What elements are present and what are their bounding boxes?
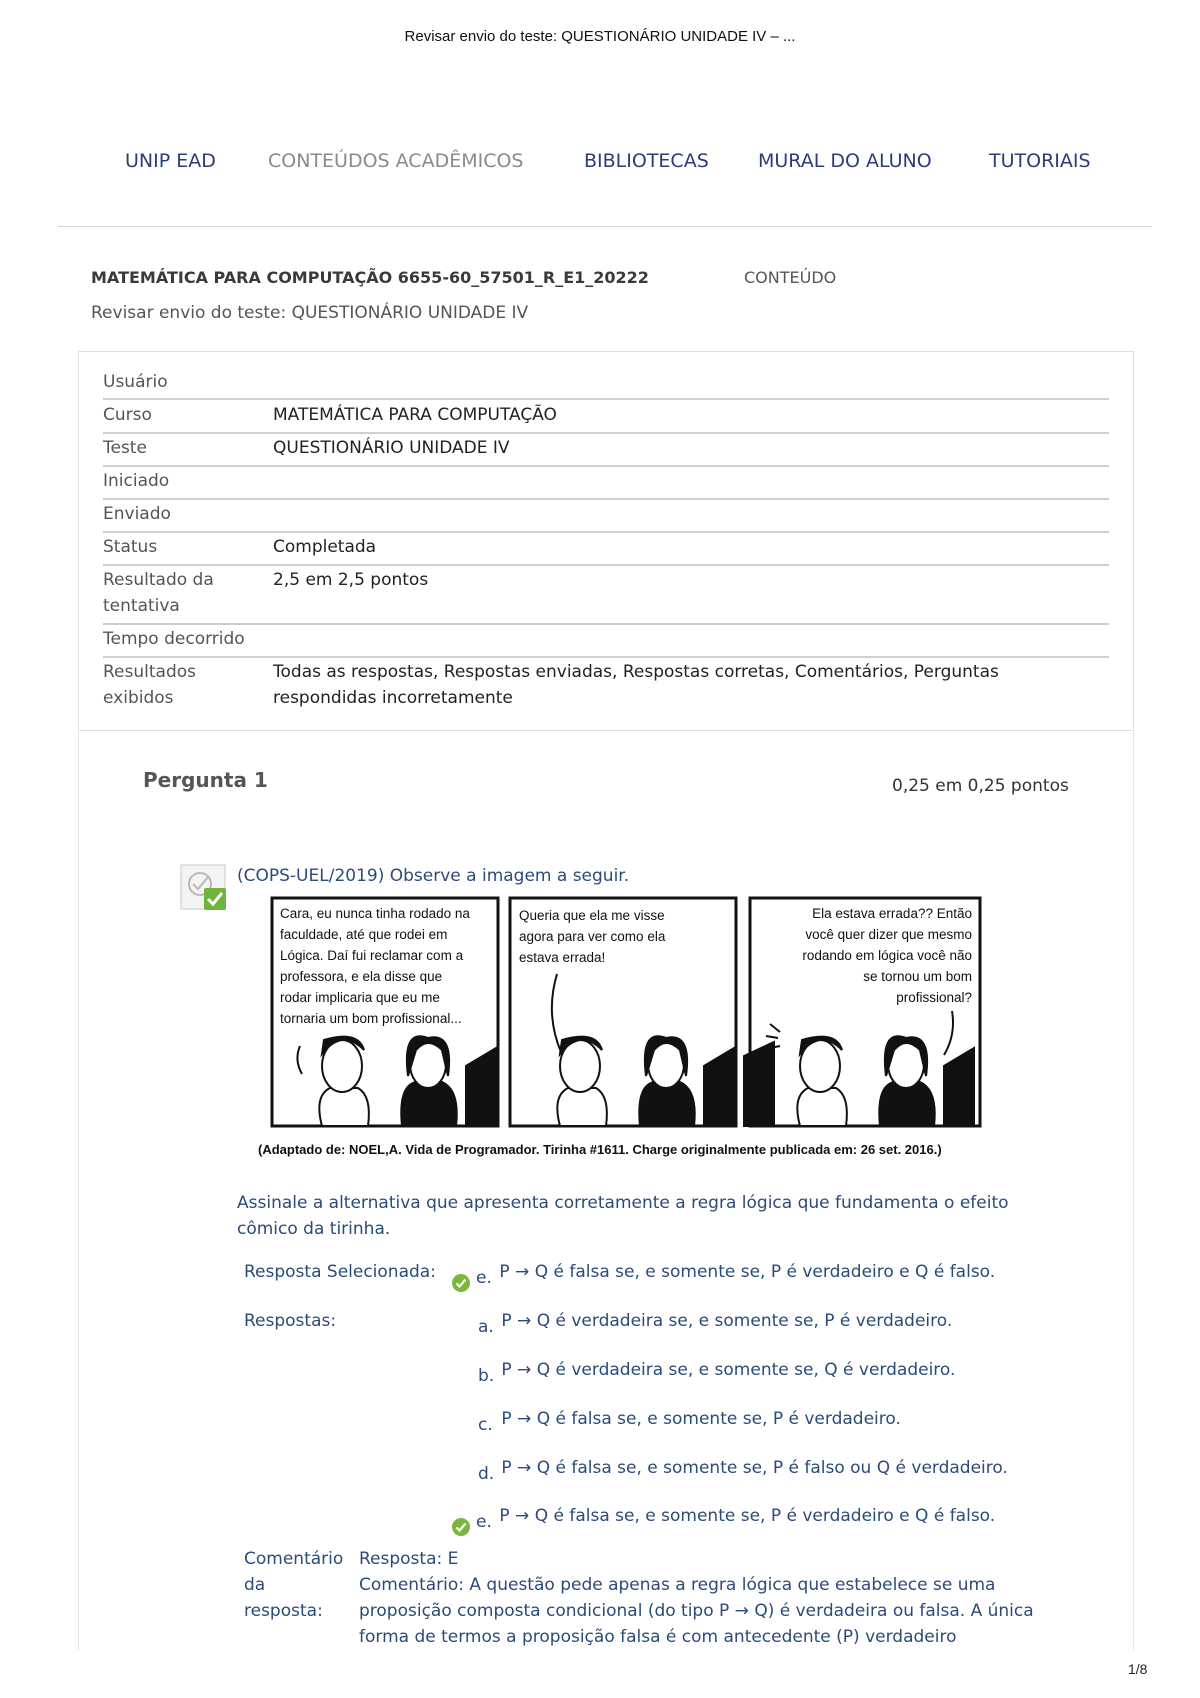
comment-answer: Resposta: E: [359, 1549, 459, 1569]
answers-label: Respostas:: [244, 1311, 337, 1331]
answer-option-a: [478, 1311, 953, 1337]
info-row-tempo: [103, 626, 1109, 658]
info-label: Tempo decorrido: [103, 629, 245, 649]
attempt-info-table: [78, 351, 1134, 731]
answer-letter: e.: [476, 1268, 492, 1288]
comic-panel3-line: você quer dizer que mesmo: [805, 927, 972, 942]
comment-body: [359, 1546, 1039, 1650]
question-title: Pergunta 1: [143, 768, 268, 792]
comment-text: Comentário: A questão pede apenas a regra lógica que estabelece se uma proposição composta condicional (do tipo P → Q) é verdadeira ou falsa. A única forma de termos a proposição falsa é com antecedente (P) verdadeiro: [359, 1575, 1034, 1647]
correct-check-icon: [452, 1274, 470, 1292]
answer-text: P → Q é falsa se, e somente se, P é verdadeiro e Q é falso.: [499, 1262, 996, 1282]
correct-check-icon: [452, 1518, 470, 1536]
answer-option-b: [478, 1360, 956, 1386]
info-row-usuario: [103, 369, 1109, 400]
answer-text: P → Q é falsa se, e somente se, P é verdadeiro.: [501, 1409, 901, 1429]
info-label: Status: [103, 537, 158, 557]
nav-conteudos-academicos[interactable]: CONTEÚDOS ACADÊMICOS: [268, 150, 524, 172]
comic-panel2-line: agora para ver como ela: [519, 929, 666, 944]
info-label: Resultados exibidos: [103, 662, 196, 708]
nav-divider: [58, 226, 1152, 227]
info-row-curso: [103, 402, 1109, 434]
conteudo-link[interactable]: CONTEÚDO: [744, 268, 837, 287]
nav-mural-do-aluno[interactable]: MURAL DO ALUNO: [758, 150, 932, 172]
comic-panel3-line: rodando em lógica você não: [802, 948, 972, 963]
info-row-iniciado: [103, 468, 1109, 500]
comic-panel1-line: Cara, eu nunca tinha rodado na: [280, 906, 470, 921]
selected-answer-label: Resposta Selecionada:: [244, 1262, 436, 1282]
question-intro: (COPS-UEL/2019) Observe a imagem a seguir.: [237, 866, 630, 886]
print-header: Revisar envio do teste: QUESTIONÁRIO UNIDADE IV – ...: [404, 28, 796, 45]
info-label: Usuário: [103, 372, 168, 392]
answer-text: P → Q é falsa se, e somente se, P é verdadeiro e Q é falso.: [499, 1506, 996, 1526]
answer-text: P → Q é verdadeira se, e somente se, P é verdadeiro.: [501, 1311, 953, 1331]
nav-unip-ead[interactable]: UNIP EAD: [125, 150, 216, 172]
comic-strip-image: [252, 896, 1002, 1160]
comic-panel2-line: Queria que ela me visse: [519, 908, 665, 923]
comment-label: Comentário da resposta:: [244, 1549, 344, 1621]
question-points: 0,25 em 0,25 pontos: [892, 776, 1069, 796]
comic-caption: (Adaptado de: NOEL,A. Vida de Programador. Tirinha #1611. Charge originalmente publicada em: 26 set. 2016.): [258, 1142, 942, 1157]
answer-option-d: [478, 1458, 1008, 1484]
comic-panel3-line: se tornou um bom: [863, 969, 972, 984]
info-label: Enviado: [103, 504, 171, 524]
answer-letter: e.: [476, 1512, 492, 1532]
nav-tutoriais[interactable]: TUTORIAIS: [989, 150, 1091, 172]
answer-letter: d.: [478, 1464, 495, 1484]
comic-panel3-line: profissional?: [896, 990, 972, 1005]
info-value: QUESTIONÁRIO UNIDADE IV: [273, 438, 510, 458]
info-row-status: [103, 534, 1109, 566]
comic-panel1-line: rodar implicaria que eu me: [280, 990, 440, 1005]
comic-panel1-line: professora, e ela disse que: [280, 969, 443, 984]
question-prompt: Assinale a alternativa que apresenta corretamente a regra lógica que fundamenta o efeito cômico da tirinha.: [237, 1193, 1009, 1239]
info-label: Resultado da tentativa: [103, 570, 214, 616]
info-row-teste: [103, 435, 1109, 467]
info-label: Iniciado: [103, 471, 170, 491]
page-number: 1/8: [1128, 1661, 1148, 1677]
answer-text: P → Q é verdadeira se, e somente se, Q é verdadeiro.: [501, 1360, 956, 1380]
answer-letter: a.: [478, 1317, 494, 1337]
answer-option-c: [478, 1409, 901, 1435]
answer-letter: b.: [478, 1366, 495, 1386]
answer-letter: c.: [478, 1415, 493, 1435]
info-value: 2,5 em 2,5 pontos: [273, 570, 429, 590]
breadcrumb: Revisar envio do teste: QUESTIONÁRIO UNIDADE IV: [91, 303, 529, 323]
nav-bibliotecas[interactable]: BIBLIOTECAS: [584, 150, 709, 172]
course-title[interactable]: MATEMÁTICA PARA COMPUTAÇÃO 6655-60_57501_R_E1_20222: [91, 268, 649, 287]
info-row-exibidos: [103, 659, 1109, 719]
info-row-resultado: [103, 567, 1109, 625]
info-value: Completada: [273, 537, 377, 557]
info-row-enviado: [103, 501, 1109, 533]
comic-panel3-line: Ela estava errada?? Então: [812, 906, 972, 921]
comic-panel2-line: estava errada!: [519, 950, 606, 965]
info-label: Curso: [103, 405, 152, 425]
selected-answer: [476, 1262, 996, 1288]
answer-option-e: [476, 1506, 996, 1532]
info-value: Todas as respostas, Respostas enviadas, Respostas corretas, Comentários, Perguntas respondidas incorretamente: [273, 662, 999, 708]
info-label: Teste: [103, 438, 147, 458]
comic-panel1-line: faculdade, até que rodei em: [280, 927, 448, 942]
correct-answer-icon: [180, 864, 228, 912]
answer-text: P → Q é falsa se, e somente se, P é falso ou Q é verdadeiro.: [501, 1458, 1008, 1478]
info-value: MATEMÁTICA PARA COMPUTAÇÃO: [273, 405, 557, 425]
comic-panel1-line: Lógica. Daí fui reclamar com a: [280, 948, 464, 963]
comic-panel1-line: tornaria um bom profissional...: [280, 1011, 462, 1026]
